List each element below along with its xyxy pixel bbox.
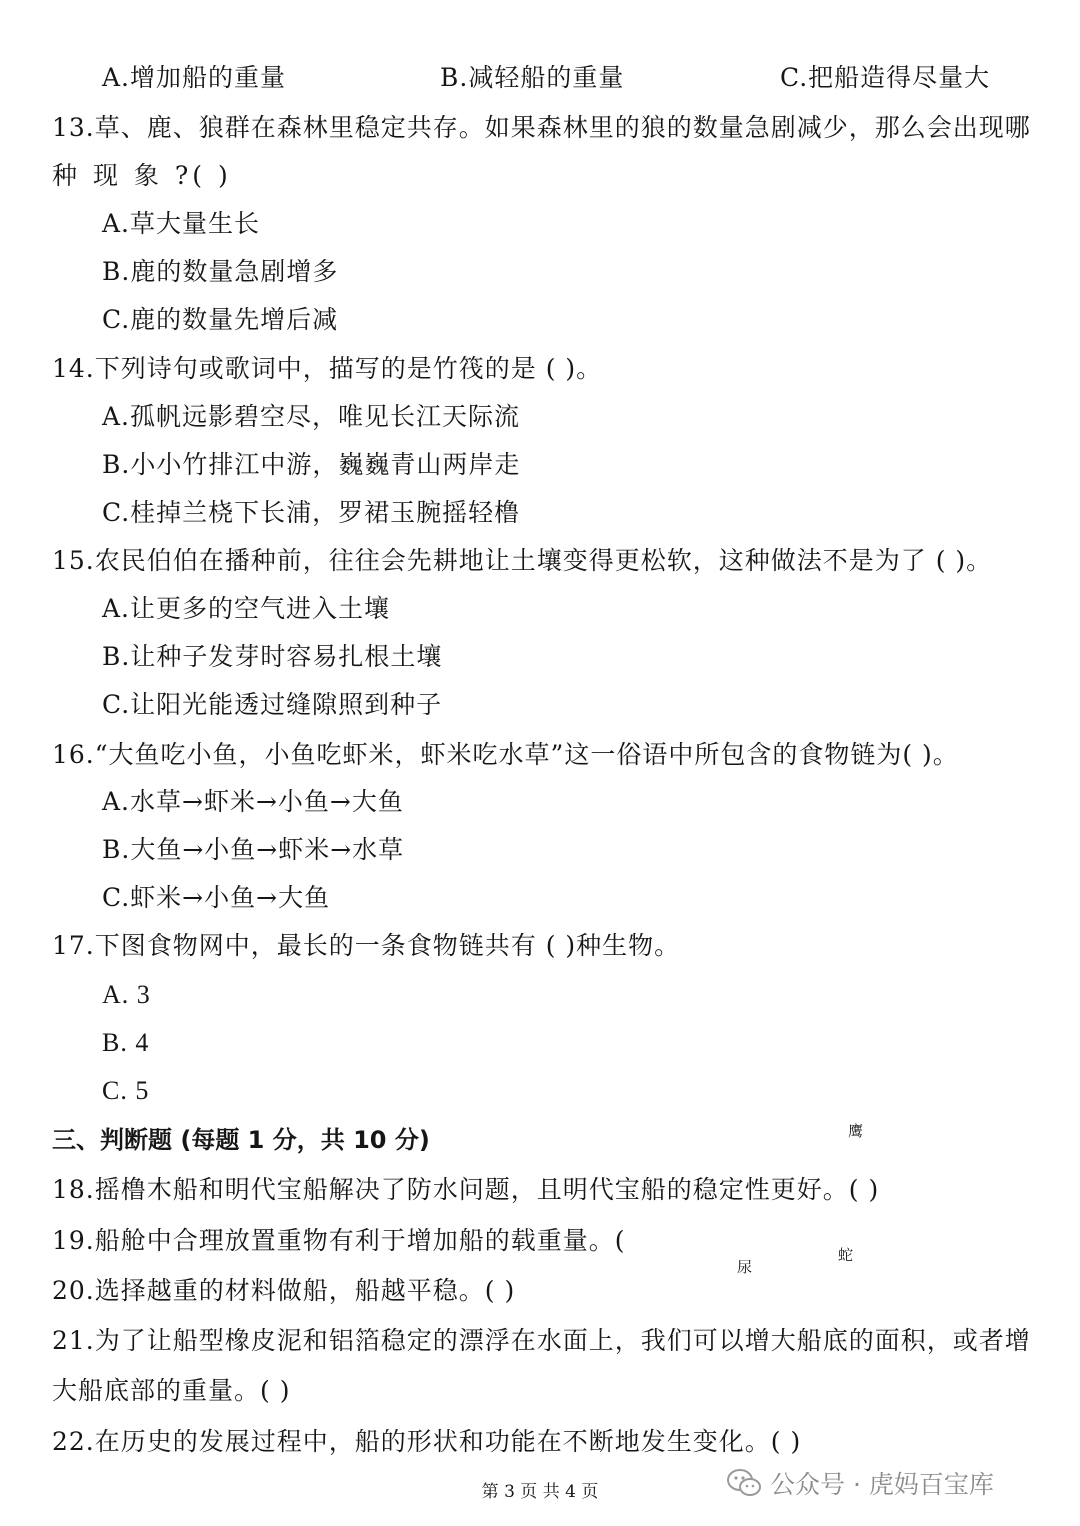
q17-option-a: A. 3 [102,980,151,1009]
q12-option-a: A.增加船的重量 [102,63,287,92]
q12-option-b: B.减轻船的重量 [440,63,625,92]
watermark-text: 公众号 · 虎妈百宝库 [770,1470,994,1499]
q15-option-a: A.让更多的空气进入土壤 [102,594,391,623]
q22-text: 22.在历史的发展过程中，船的形状和功能在不断地发生变化。( ) [52,1427,802,1456]
q16-option-b: B.大鱼→小鱼→虾米→水草 [102,835,405,864]
q18-text: 18.摇橹木船和明代宝船解决了防水问题，且明代宝船的稳定性更好。( ) [52,1175,880,1204]
q14-option-a: A.孤帆远影碧空尽，唯见长江天际流 [102,402,521,431]
page-number: 第 3 页 共 4 页 [481,1482,599,1502]
q16-option-c: C.虾米→小鱼→大鱼 [102,883,331,912]
q16-stem: 16.“大鱼吃小鱼，小鱼吃虾米，虾米吃水草”这一俗语中所包含的食物链为( )。 [52,740,959,769]
q15-option-b: B.让种子发芽时容易扎根土壤 [102,642,443,671]
food-web-label-snake: 蛇 [838,1246,854,1264]
q21-line2: 大船底部的重量。( ) [52,1376,291,1405]
q14-option-c: C.桂掉兰桡下长浦，罗裙玉腕摇轻橹 [102,498,521,527]
wechat-icon [726,1468,762,1498]
q13-stem-line1: 13.草、鹿、狼群在森林里稳定共存。如果森林里的狼的数量急剧减少，那么会出现哪 [52,113,1031,142]
q13-option-c: C.鹿的数量先增后减 [102,305,339,334]
q15-stem: 15.农民伯伯在播种前，往往会先耕地让土壤变得更松软，这种做法不是为了 ( )。 [52,546,993,575]
q19-text: 19.船舱中合理放置重物有利于增加船的载重量。( [52,1226,626,1255]
q21-line1: 21.为了让船型橡皮泥和铝箔稳定的漂浮在水面上，我们可以增大船底的面积，或者增 [52,1326,1031,1355]
q17-option-b: B. 4 [102,1028,150,1057]
watermark [726,1463,994,1503]
q13-stem-line2: 种 现 象 ?( ) [52,161,232,190]
q14-option-b: B.小小竹排江中游，巍巍青山两岸走 [102,450,521,479]
q14-stem: 14.下列诗句或歌词中，描写的是竹筏的是 ( )。 [52,354,603,383]
q20-text: 20.选择越重的材料做船，船越平稳。( ) [52,1276,516,1305]
section-heading-judgment: 三、判断题 (每题 1 分，共 10 分) [52,1126,430,1154]
q16-option-a: A.水草→虾米→小鱼→大鱼 [102,787,404,816]
q12-option-c: C.把船造得尽量大 [780,63,991,92]
q13-option-b: B.鹿的数量急剧增多 [102,257,339,286]
q17-option-c: C. 5 [102,1076,150,1105]
q13-option-a: A.草大量生长 [102,209,261,238]
q15-option-c: C.让阳光能透过缝隙照到种子 [102,690,443,719]
food-web-label-eagle: 鹰 [848,1122,864,1140]
food-web-label-partial: 尿 [737,1258,753,1276]
q17-stem: 17.下图食物网中，最长的一条食物链共有 ( )种生物。 [52,931,681,960]
